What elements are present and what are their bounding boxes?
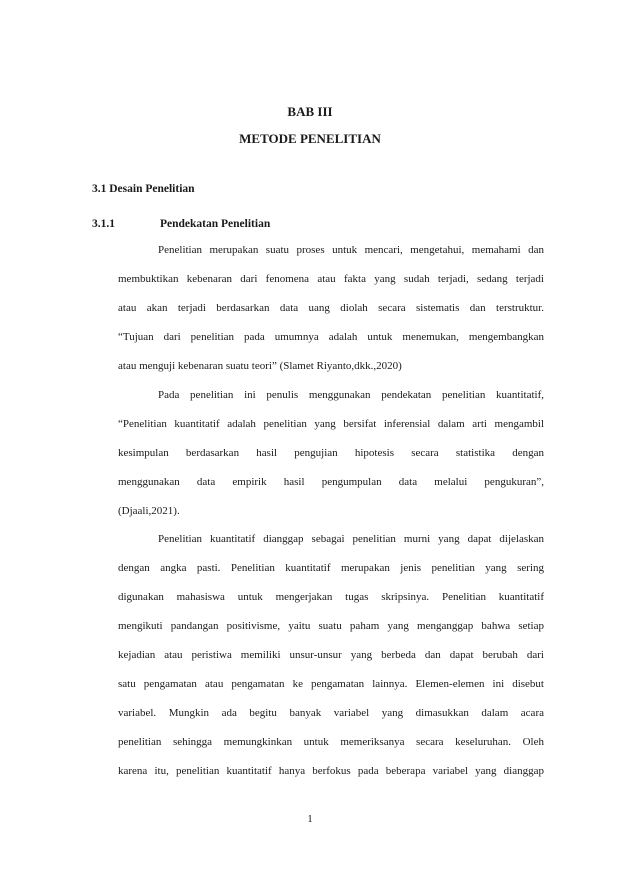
paragraph-line: “Penelitian kuantitatif adalah penelitian yang bersifat inferensial dalam arti mengambil [118, 418, 544, 430]
paragraph-line: membuktikan kebenaran dari fenomena atau fakta yang sudah terjadi, sedang terjadi [118, 273, 544, 285]
paragraph-line: Penelitian merupakan suatu proses untuk mencari, mengetahui, memahami dan [158, 244, 544, 256]
paragraph-line: atau akan terjadi berdasarkan data uang diolah secara sistematis dan terstruktur. [118, 302, 544, 314]
section-heading: 3.1 Desain Penelitian [92, 183, 195, 195]
chapter-title: METODE PENELITIAN [239, 131, 381, 146]
paragraph-line: satu pengamatan atau pengamatan ke pengamatan lainnya. Elemen-elemen ini disebut [118, 678, 544, 690]
paragraph-line: penelitian sehingga memungkinkan untuk memeriksanya secara keseluruhan. Oleh [118, 736, 544, 748]
subsection-title: Pendekatan Penelitian [160, 218, 271, 230]
paragraph-quantitative-approach [118, 387, 544, 532]
paragraph-line: Penelitian kuantitatif dianggap sebagai penelitian murni yang dapat dijelaskan [158, 533, 544, 545]
subsection-number: 3.1.1 [92, 218, 115, 230]
paragraph-line: karena itu, penelitian kuantitatif hanya berfokus pada beberapa variabel yang dianggap [118, 765, 544, 777]
paragraph-line: digunakan mahasiswa untuk mengerjakan tugas skripsinya. Penelitian kuantitatif [118, 591, 544, 603]
paragraph-line: atau menguji kebenaran suatu teori” (Slamet Riyanto,dkk.,2020) [118, 360, 402, 372]
paragraph-line: “Tujuan dari penelitian pada umumnya adalah untuk menemukan, mengembangkan [118, 331, 544, 343]
chapter-number: BAB III [287, 104, 333, 119]
paragraph-line: menggunakan data empirik hasil pengumpulan data melalui pengukuran”, [118, 476, 544, 488]
paragraph-quantitative-description [118, 531, 544, 792]
paragraph-line: kesimpulan berdasarkan hasil pengujian hipotesis secara statistika dengan [118, 447, 544, 459]
paragraph-research-definition [118, 242, 544, 387]
paragraph-line: dengan angka pasti. Penelitian kuantitatif merupakan jenis penelitian yang sering [118, 562, 544, 574]
paragraph-line: variabel. Mungkin ada begitu banyak variabel yang dimasukkan dalam acara [118, 707, 544, 719]
paragraph-line: kejadian atau peristiwa memiliki unsur-unsur yang berbeda dan dapat berubah dari [118, 649, 544, 661]
paragraph-line: Pada penelitian ini penulis menggunakan pendekatan penelitian kuantitatif, [158, 389, 544, 401]
paragraph-line: (Djaali,2021). [118, 505, 180, 517]
page-number: 1 [307, 813, 313, 825]
paragraph-line: mengikuti pandangan positivisme, yaitu suatu paham yang menganggap bahwa setiap [118, 620, 544, 632]
